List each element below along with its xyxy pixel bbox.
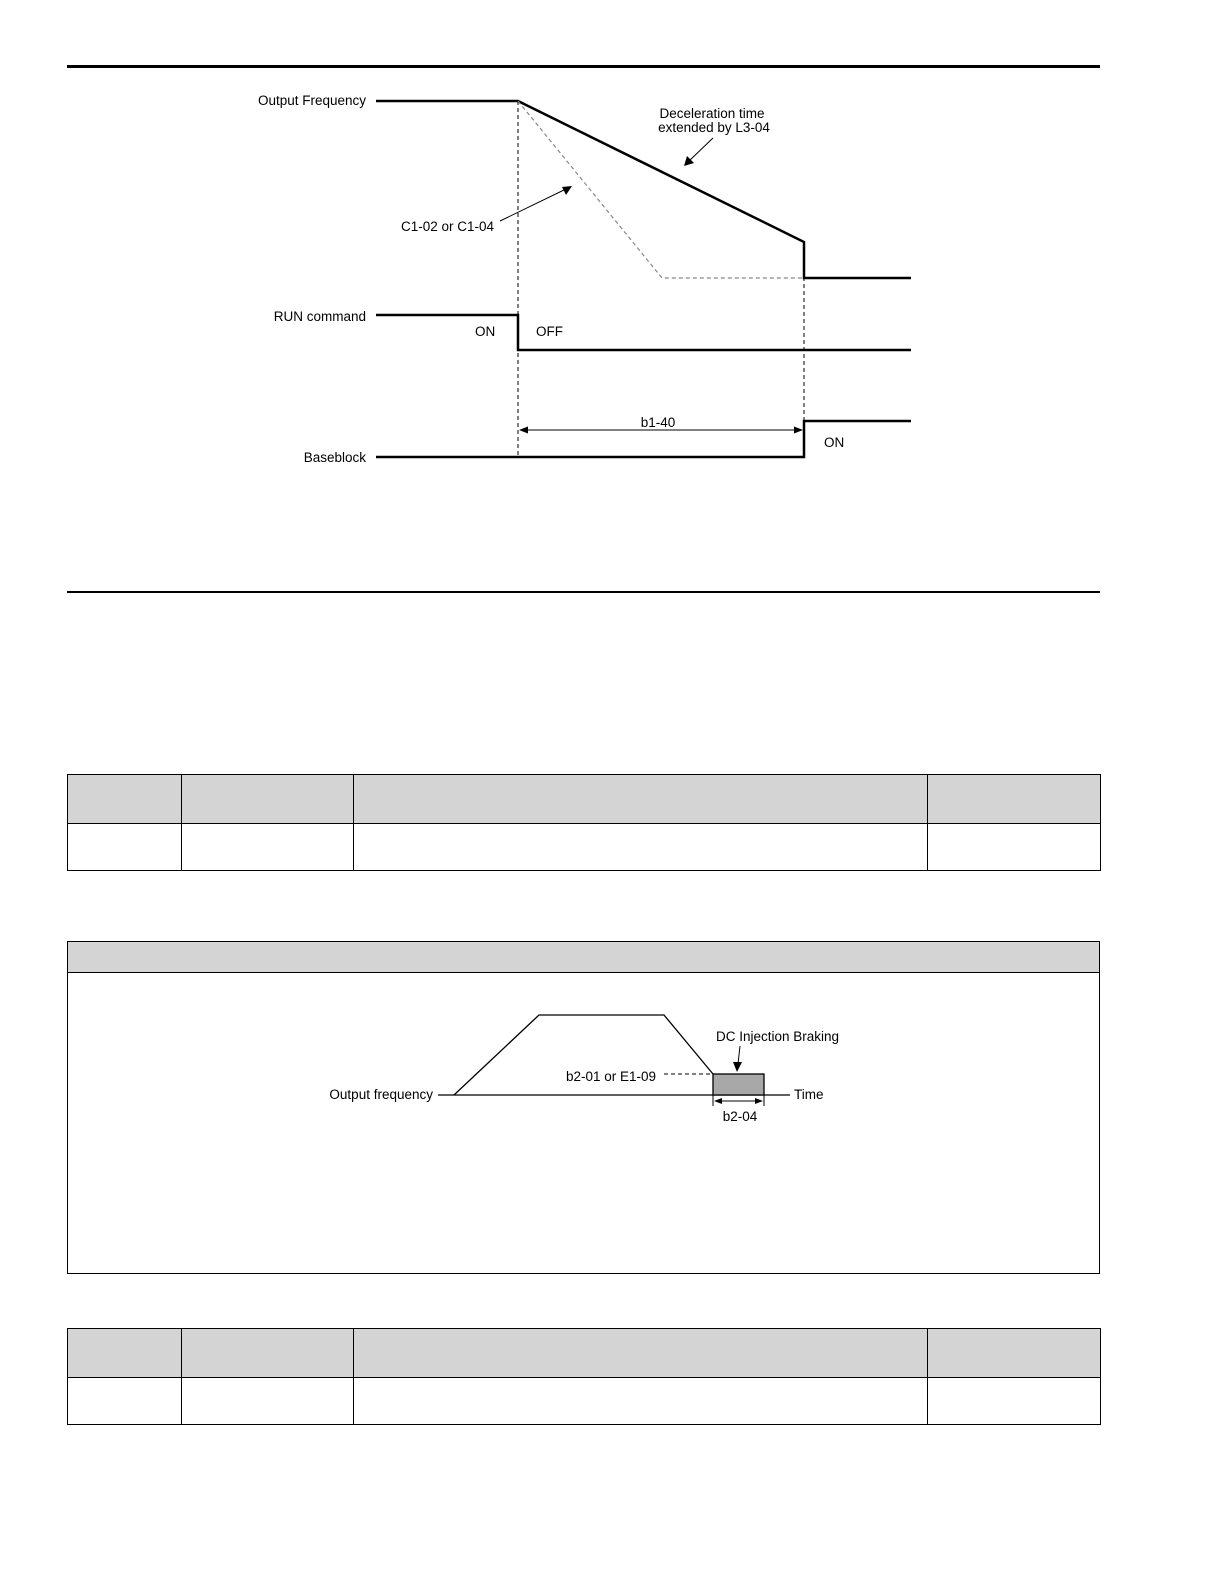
dc-injection-figure-box	[67, 941, 1100, 1274]
b2-04-arrow-right	[755, 1098, 763, 1104]
table-header-cell	[182, 1329, 354, 1378]
table-cell	[68, 1378, 182, 1425]
table-cell	[354, 824, 928, 871]
decel-leader-line	[689, 138, 713, 161]
start-frequency-label: b2-01 or E1-09	[565, 1069, 656, 1084]
table-header-cell	[68, 775, 182, 824]
decel-label-line1: Deceleration time	[659, 106, 765, 121]
table-header-row	[68, 775, 1101, 824]
c1-leader-line	[500, 189, 566, 221]
b2-04-arrow-left	[714, 1098, 722, 1104]
run-off-label: OFF	[536, 324, 563, 339]
b2-04-label: b2-04	[722, 1109, 758, 1124]
baseblock-label: Baseblock	[303, 450, 366, 465]
run-command-trace	[376, 315, 911, 350]
run-on-label: ON	[475, 324, 496, 339]
table-cell	[354, 1378, 928, 1425]
table-cell	[928, 1378, 1101, 1425]
table-header-cell	[354, 775, 928, 824]
b1-40-label: b1-40	[640, 415, 676, 430]
table-cell	[68, 824, 182, 871]
output-frequency-label: Output frequency	[329, 1087, 433, 1102]
parameter-table-2	[67, 1328, 1101, 1425]
output-frequency-trace	[376, 101, 911, 278]
dc-injection-braking-label: DC Injection Braking	[716, 1029, 840, 1044]
b1-40-arrow-right	[794, 427, 803, 434]
dc-injection-diagram	[68, 942, 1099, 1273]
c1-label: C1-02 or C1-04	[401, 219, 495, 234]
table-cell	[928, 824, 1101, 871]
decel-label-line2: extended by L3-04	[658, 120, 770, 135]
stop-timing-diagram	[0, 0, 1224, 500]
table-cell	[182, 824, 354, 871]
section-rule	[67, 591, 1100, 593]
braking-leader-line	[738, 1046, 740, 1064]
table-row	[68, 1378, 1101, 1425]
table-header-row	[68, 1329, 1101, 1378]
run-command-label: RUN command	[273, 309, 366, 324]
table-header-cell	[68, 1329, 182, 1378]
time-label: Time	[794, 1087, 824, 1102]
parameter-table-1	[67, 774, 1101, 871]
table-header-cell	[354, 1329, 928, 1378]
braking-leader-arrowhead	[733, 1062, 742, 1072]
table-header-cell	[928, 775, 1101, 824]
output-frequency-label: Output Frequency	[257, 93, 366, 108]
dc-injection-block	[713, 1074, 764, 1095]
table-header-cell	[182, 775, 354, 824]
table-cell	[182, 1378, 354, 1425]
b1-40-arrow-left	[519, 427, 528, 434]
baseblock-on-label: ON	[824, 435, 845, 450]
table-header-cell	[928, 1329, 1101, 1378]
table-row	[68, 824, 1101, 871]
